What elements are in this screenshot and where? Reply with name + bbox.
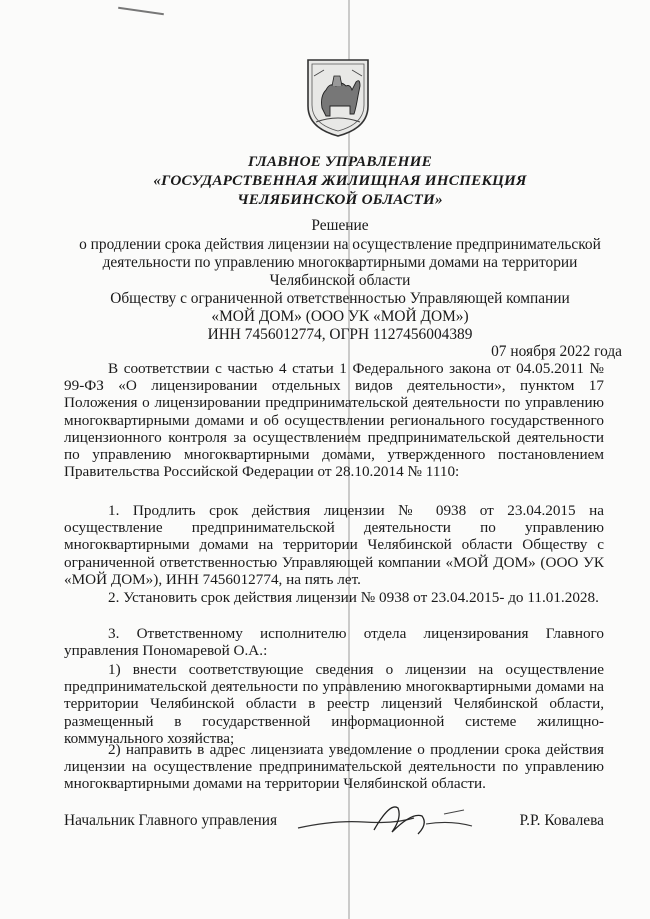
company-line-2: «МОЙ ДОМ» (ООО УК «МОЙ ДОМ») [211,308,469,325]
signatory-name: Р.Р. Ковалева [519,812,604,829]
company-line-1: Обществу с ограниченной ответственностью Управляющей компании [110,290,570,307]
coat-of-arms-icon [302,56,374,138]
organization-header [60,152,620,209]
org-line-3: ЧЕЛЯБИНСКОЙ ОБЛАСТИ» [237,191,443,208]
item-3-paragraph: 3. Ответственному исполнителю отдела лицензирования Главного управления Пономаревой О.А.: [64,625,604,660]
org-line-1: ГЛАВНОЕ УПРАВЛЕНИЕ [247,153,432,170]
decision-line-2: деятельности по управлению многоквартирными домами на территории [102,254,578,271]
subitem-1-paragraph: 1) внести соответствующие сведения о лицензии на осуществление предпринимательской деятельности по управлению многоквартирными домами на территории Челябинской области в реестр лицензий Челябинской области, размещенный в государственной информационной системе жилищно-коммунального хозяйства; [64,661,604,747]
subitem-2-paragraph: 2) направить в адрес лицензиата уведомление о продлении срока действия лицензии на осуществление предпринимательской деятельности по управлению многоквартирными домами на территории Челябинской области. [64,741,604,793]
decision-line-3: Челябинской области [269,272,411,289]
item-2-paragraph: 2. Установить срок действия лицензии № 0938 от 23.04.2015- до 11.01.2028. [108,589,599,606]
signatory-position: Начальник Главного управления [64,812,278,829]
org-line-2: «ГОСУДАРСТВЕННАЯ ЖИЛИЩНАЯ ИНСПЕКЦИЯ [153,172,527,189]
item-1-paragraph: 1. Продлить срок действия лицензии № 0938 от 23.04.2015 на осуществление предпринимательской деятельности по управлению многоквартирными домами на территории Челябинской области Обществу с ограниченной ответственностью Управляющей компании «МОЙ ДОМ» (ООО УК «МОЙ ДОМ»), ИНН 7456012774, на пять лет. [64,502,604,588]
decision-title: Решение [311,217,369,234]
decision-date: 07 ноября 2022 года [491,343,622,360]
scan-artifact-mark [118,7,164,15]
company-line-3: ИНН 7456012774, ОГРН 1127456004389 [207,326,473,343]
preamble-paragraph: В соответствии с частью 4 статьи 1 Федерального закона от 04.05.2011 № 99-ФЗ «О лицензировании отдельных видов деятельности», пунктом 17 Положения о лицензировании предпринимательской деятельности по управлению многоквартирными домами и об осуществлении регионального государственного лицензионного контроля за осуществлением предпринимательской деятельности по управлению многоквартирными домами, утвержденного постановлением Правительства Российской Федерации от 28.10.2014 № 1110: [64,360,604,481]
handwritten-signature [294,798,494,842]
decision-line-1: о продлении срока действия лицензии на осуществление предпринимательской [79,236,601,253]
